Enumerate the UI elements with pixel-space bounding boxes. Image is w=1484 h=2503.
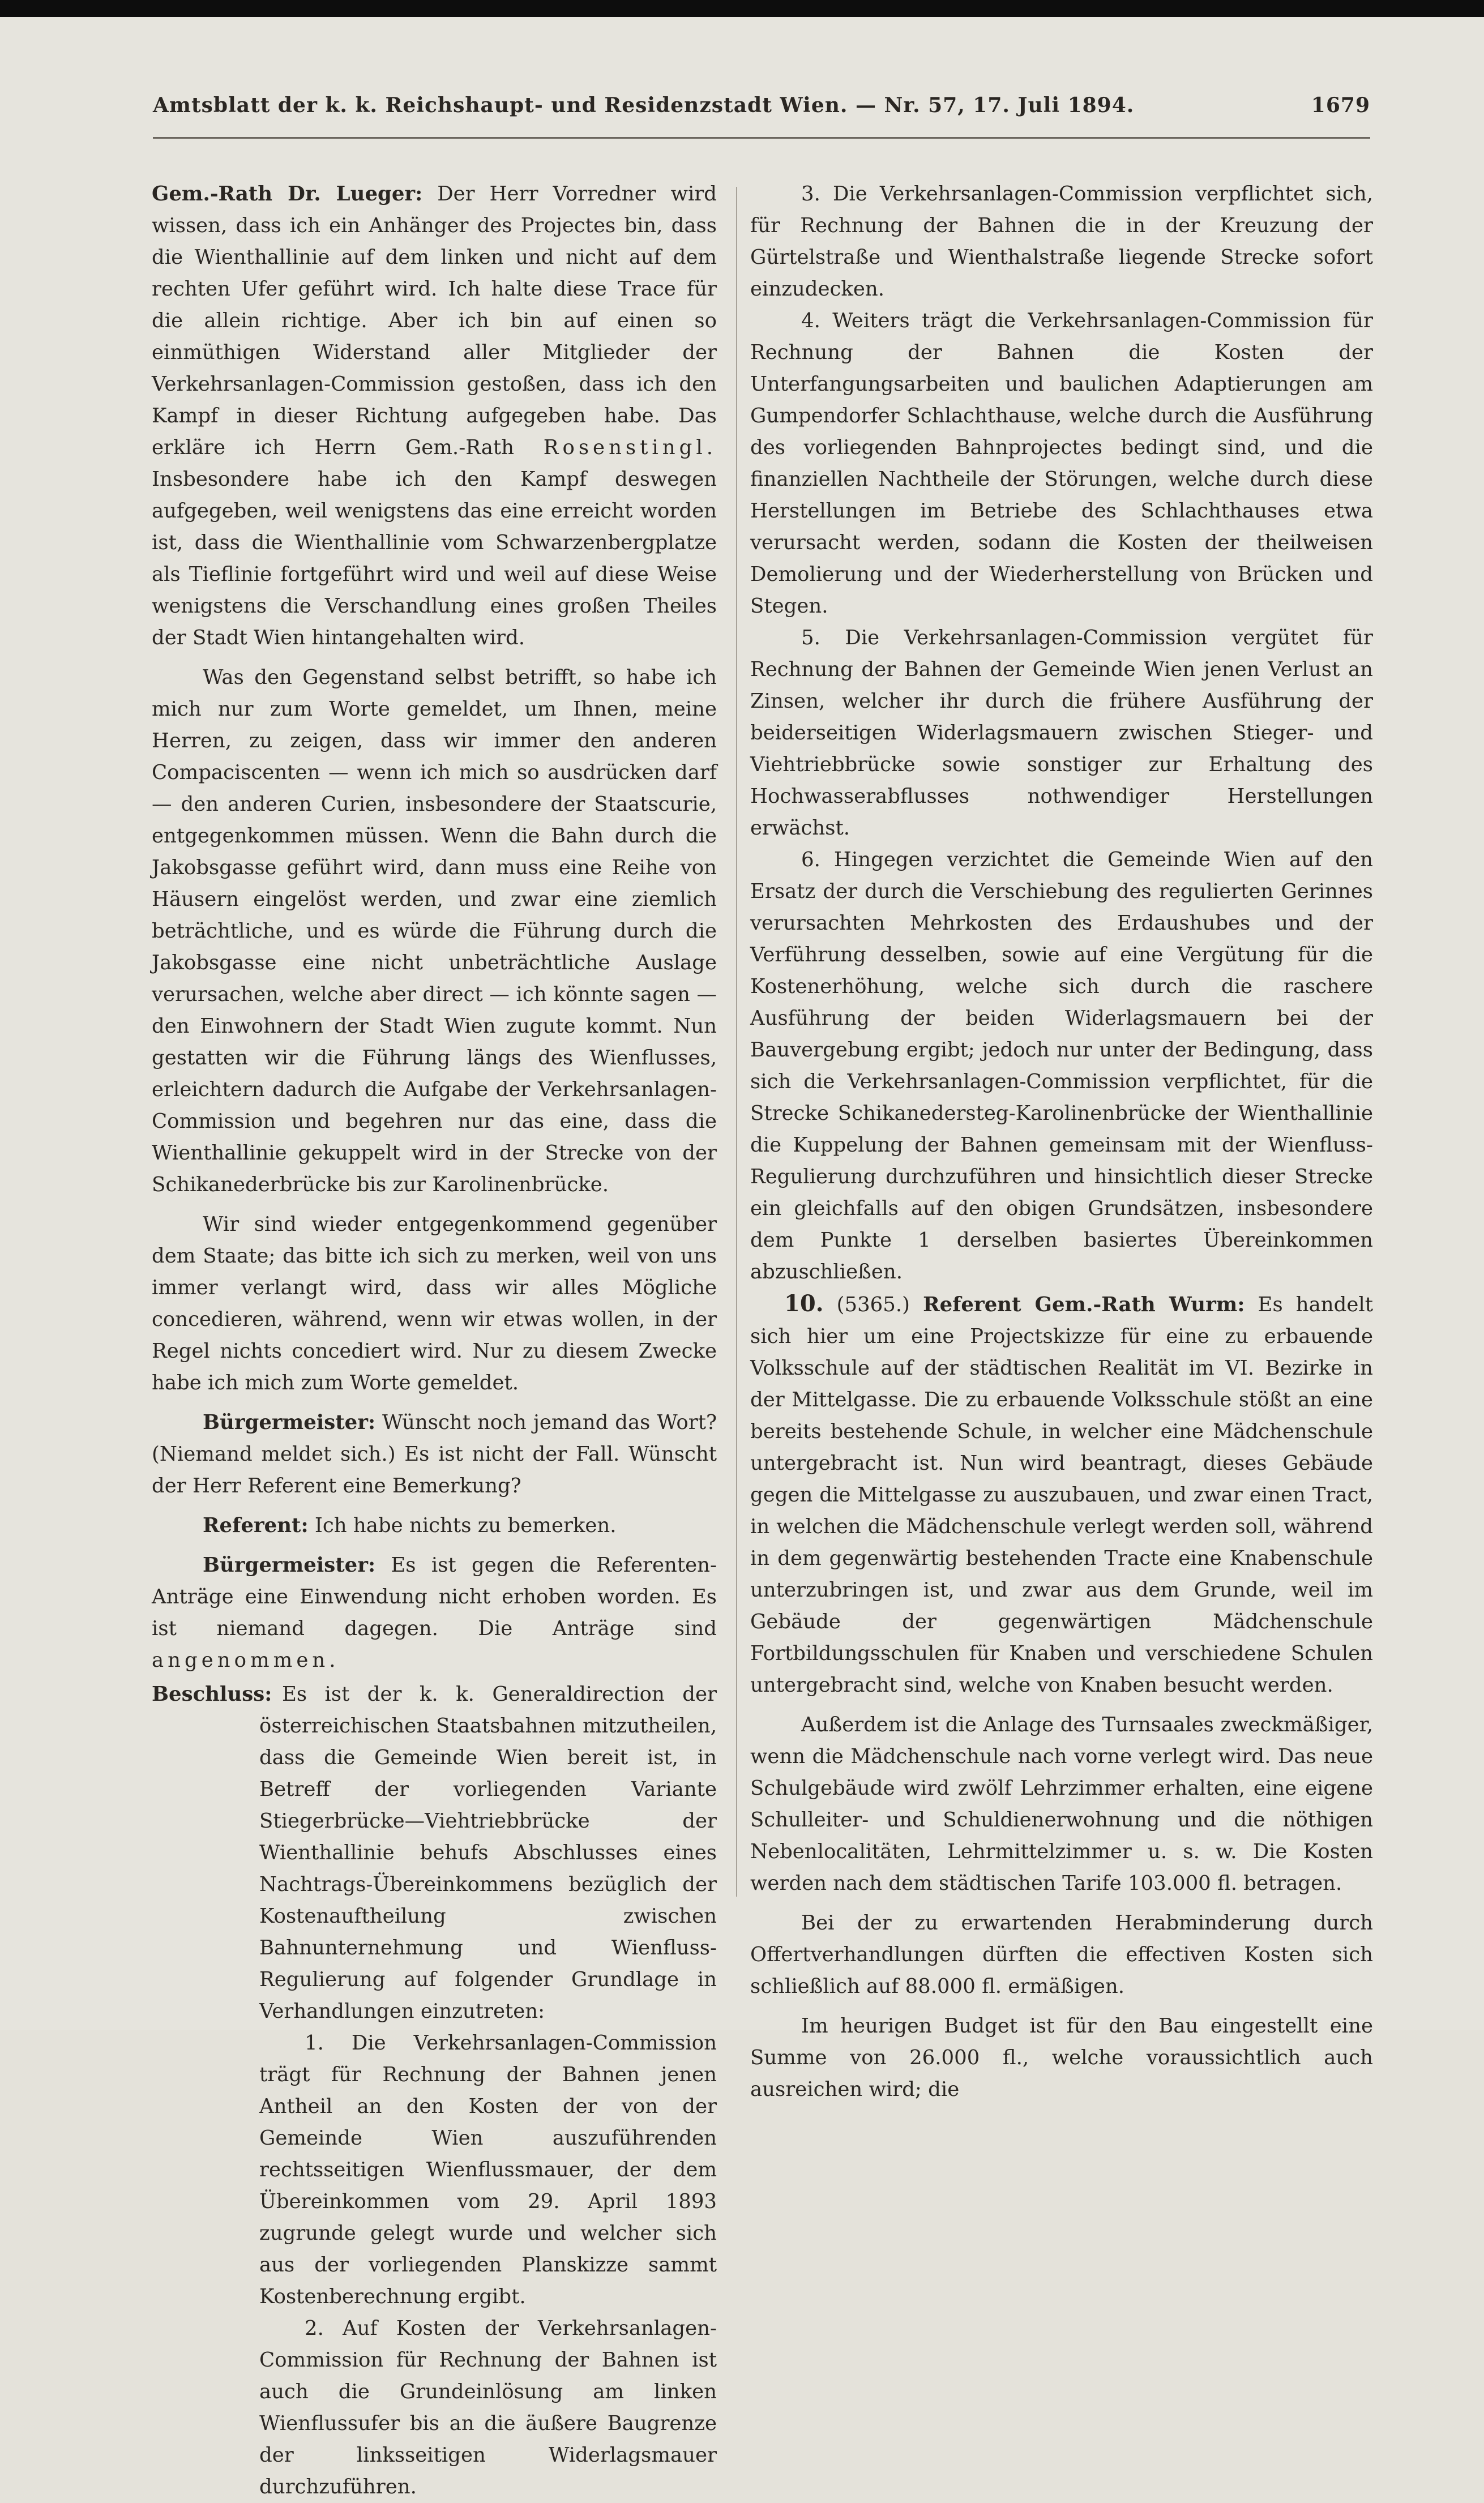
speech-lueger [152, 178, 717, 654]
resolution-label: Beschluss: [152, 1683, 272, 1706]
speaker-wurm: Referent Gem.-Rath Wurm: [923, 1293, 1245, 1316]
speech-mayor [152, 1550, 717, 1676]
speaker-referent: Referent: [203, 1514, 309, 1537]
paragraph: Wir sind wieder entgegenkommend gegenüber dem Staate; das bitte ich sich zu merken, weil von uns immer verlangt wird, dass wir alles Mögliche concedieren, während, wenn wir etwas wollen, in der Regel nichts concediert wird. Nur zu diesem Zwecke habe ich mich zum Worte gemeldet. [152, 1213, 717, 1394]
left-column [152, 178, 717, 2503]
paragraph: Bei der zu erwartenden Herabminderung durch Offertverhandlungen dürften die effectiven Kosten sich schließlich auf 88.000 fl. ermäßigen. [750, 1911, 1373, 1998]
speech-text: Es ist gegen die Referenten-Anträge eine Einwendung nicht erhoben worden. Es ist niemand dagegen. Die Anträge sind [152, 1554, 717, 1640]
speech-referent [152, 1510, 717, 1542]
speech-text: Der Herr Vorredner wird wissen, dass ich ein Anhänger des Projectes bin, dass die Wienthallinie auf dem linken und nicht auf dem rechten Ufer geführt wird. Ich halte diese Trace für die allein richtige. Aber ich bin auf einen so einmüthigen Widerstand aller Mitglieder der Verkehrsanlagen-Commission gestoßen, dass ich den Kampf in dieser Richtung aufgegeben habe. Das erkläre ich Herrn Gem.-Rath [152, 182, 717, 459]
page-header [153, 93, 1370, 133]
item-number: 10. [784, 1290, 824, 1317]
resolution-text: Es ist der k. k. Generaldirection der österreichischen Staatsbahnen mitzutheilen, dass die Gemeinde Wien bereit ist, in Betreff der vorliegenden Variante Stiegerbrücke—Viehtriebbrücke der Wienthallinie behufs Abschlusses eines Nachtrags-Übereinkommens bezüglich der Kostenauftheilung zwischen Bahnunternehmung und Wienfluss-Regulierung auf folgender Grundlage in Verhandlungen einzutreten: [259, 1683, 717, 2023]
spaced-name: Rosenstingl. [543, 436, 717, 459]
spaced-word: angenommen. [152, 1649, 340, 1672]
item-reference: (5365.) [836, 1293, 910, 1316]
header-rule [153, 131, 1370, 139]
resolution-item: 3. Die Verkehrsanlagen-Commission verpflichtet sich, für Rechnung der Bahnen die in der Kreuzung der Gürtelstraße und Wienthalstraße liegende Strecke sofort einzudecken. [750, 182, 1373, 301]
resolution-items [259, 2027, 717, 2503]
speaker-lueger: Gem.-Rath Dr. Lueger: [152, 182, 423, 206]
speech-text: Insbesondere habe ich den Kampf deswegen aufgegeben, weil wenigstens das eine erreicht worden ist, dass die Wienthallinie vom Schwarzenbergplatze als Tieflinie fortgeführt wird und weil auf diese Weise wenigstens die Verschandlung eines großen Theiles der Stadt Wien hintangehalten wird. [152, 468, 717, 649]
speech-text: Wünscht noch jemand das Wort? (Niemand meldet sich.) Es ist nicht der Fall. Wünscht der Herr Referent eine Bemerkung? [152, 1411, 717, 1497]
scan-top-border [0, 0, 1484, 17]
paragraph: Außerdem ist die Anlage des Turnsaales zweckmäßiger, wenn die Mädchenschule nach vorne verlegt wird. Das neue Schulgebäude wird zwölf Lehrzimmer erhalten, eine eigene Schulleiter- und Schuldienerwohnung und die nöthigen Nebenlocalitäten, Lehrmittelzimmer u. s. w. Die Kosten werden nach dem städtischen Tarife 103.000 fl. betragen. [750, 1713, 1373, 1895]
speech-text: Ich habe nichts zu bemerken. [314, 1514, 617, 1537]
speaker-mayor: Bürgermeister: [203, 1554, 376, 1577]
paragraph: Im heurigen Budget ist für den Bau eingestellt eine Summe von 26.000 fl., welche voraussichtlich auch ausreichen wird; die [750, 2014, 1373, 2101]
resolution-item: 4. Weiters trägt die Verkehrsanlagen-Commission für Rechnung der Bahnen die Kosten der Unterfangungsarbeiten und baulichen Adaptierungen am Gumpendorfer Schlachthause, welche durch die Ausführung des vorliegenden Bahnprojectes bedingt sind, und die finanziellen Nachtheile der Störungen, welche durch diese Herstellungen im Betriebe des Schlachthauses etwa verursacht werden, sodann die Kosten der theilweisen Demolierung und der Wiederherstellung von Brücken und Stegen. [750, 309, 1373, 618]
right-column [750, 178, 1373, 2106]
speech-text: Es handelt sich hier um eine Projectskizze für eine zu erbauende Volksschule auf der städtischen Realität im VI. Bezirke in der Mittelgasse. Die zu erbauende Volksschule stößt an eine bereits bestehende Schule, in welcher eine Mädchenschule untergebracht ist. Nun wird beantragt, dieses Gebäude gegen die Mittelgasse zu auszubauen, und zwar einen Tract, in welchen die Mädchenschule verlegt werden soll, während in dem gegenwärtig bestehenden Tracte eine Knabenschule unterzubringen ist, und zwar aus dem Grunde, weil im Gebäude der gegenwärtigen Mädchenschule Fortbildungsschulen für Knaben und verschiedene Schulen untergebracht sind, welche von Knaben besucht werden. [750, 1293, 1373, 1697]
agenda-item-10 [750, 1288, 1373, 1701]
resolution-item: 6. Hingegen verzichtet die Gemeinde Wien auf den Ersatz der durch die Verschiebung des regulierten Gerinnes verursachten Mehrkosten des Erdaushubes und der Verführung desselben, sowie auf eine Vergütung für die Kostenerhöhung, welche sich durch die raschere Ausführung der beiden Widerlagsmauern bei der Bauvergebung ergibt; jedoch nur unter der Bedingung, dass sich die Verkehrsanlagen-Commission verpflichtet, für die Strecke Schikanedersteg-Karolinenbrücke der Wienthallinie die Kuppelung der Bahnen gemeinsam mit der Wienfluss-Regulierung durchzuführen und hinsichtlich dieser Strecke ein gleichfalls auf den obigen Grundsätzen, insbesondere dem Punkte 1 derselben basiertes Übereinkommen abzuschließen. [750, 848, 1373, 1283]
speech-mayor [152, 1407, 717, 1502]
resolution-block [152, 1679, 717, 2503]
page-number: 1679 [1311, 93, 1370, 117]
speaker-mayor: Bürgermeister: [203, 1411, 376, 1434]
paragraph: Was den Gegenstand selbst betrifft, so habe ich mich nur zum Worte gemeldet, um Ihnen, meine Herren, zu zeigen, dass wir immer den anderen Compaciscenten — wenn ich mich so ausdrücken darf — den anderen Curien, insbesondere der Staatscurie, entgegenkommen müssen. Wenn die Bahn durch die Jakobsgasse geführt wird, dann muss eine Reihe von Häusern eingelöst werden, und zwar eine ziemlich beträchtliche, und es würde die Führung durch die Jakobsgasse eine nicht unbeträchtliche Auslage verursachen, welche aber direct — ich könnte sagen — den Einwohnern der Stadt Wien zugute kommt. Nun gestatten wir die Führung längs des Wienflusses, erleichtern dadurch die Aufgabe der Verkehrsanlagen-Commission und begehren nur das eine, dass die Wienthallinie gekuppelt wird in der Strecke von der Schikanederbrücke bis zur Karolinenbrücke. [152, 666, 717, 1196]
resolution-item: 2. Auf Kosten der Verkehrsanlagen-Commission für Rechnung der Bahnen ist auch die Grundeinlösung am linken Wienflussufer bis an die äußere Baugrenze der linksseitigen Widerlagsmauer durchzuführen. [259, 2317, 717, 2498]
resolution-item: 1. Die Verkehrsanlagen-Commission trägt für Rechnung der Bahnen jenen Antheil an den Kosten der von der Gemeinde Wien auszuführenden rechtsseitigen Wienflussmauer, der dem Übereinkommen vom 29. April 1893 zugrunde gelegt wurde und welcher sich aus der vorliegenden Planskizze sammt Kostenberechnung ergibt. [259, 2031, 717, 2308]
header-title: Amtsblatt der k. k. Reichshaupt- und Residenzstadt Wien. — Nr. 57, 17. Juli 1894. [153, 93, 1135, 117]
column-divider [736, 187, 737, 1897]
resolution-item: 5. Die Verkehrsanlagen-Commission vergütet für Rechnung der Bahnen der Gemeinde Wien jenen Verlust an Zinsen, welcher ihr durch die frühere Ausführung der beiderseitigen Widerlagsmauern zwischen Stieger- und Viehtriebbrücke sowie sonstiger zur Erhaltung des Hochwasserabflusses nothwendiger Herstellungen erwächst. [750, 626, 1373, 840]
